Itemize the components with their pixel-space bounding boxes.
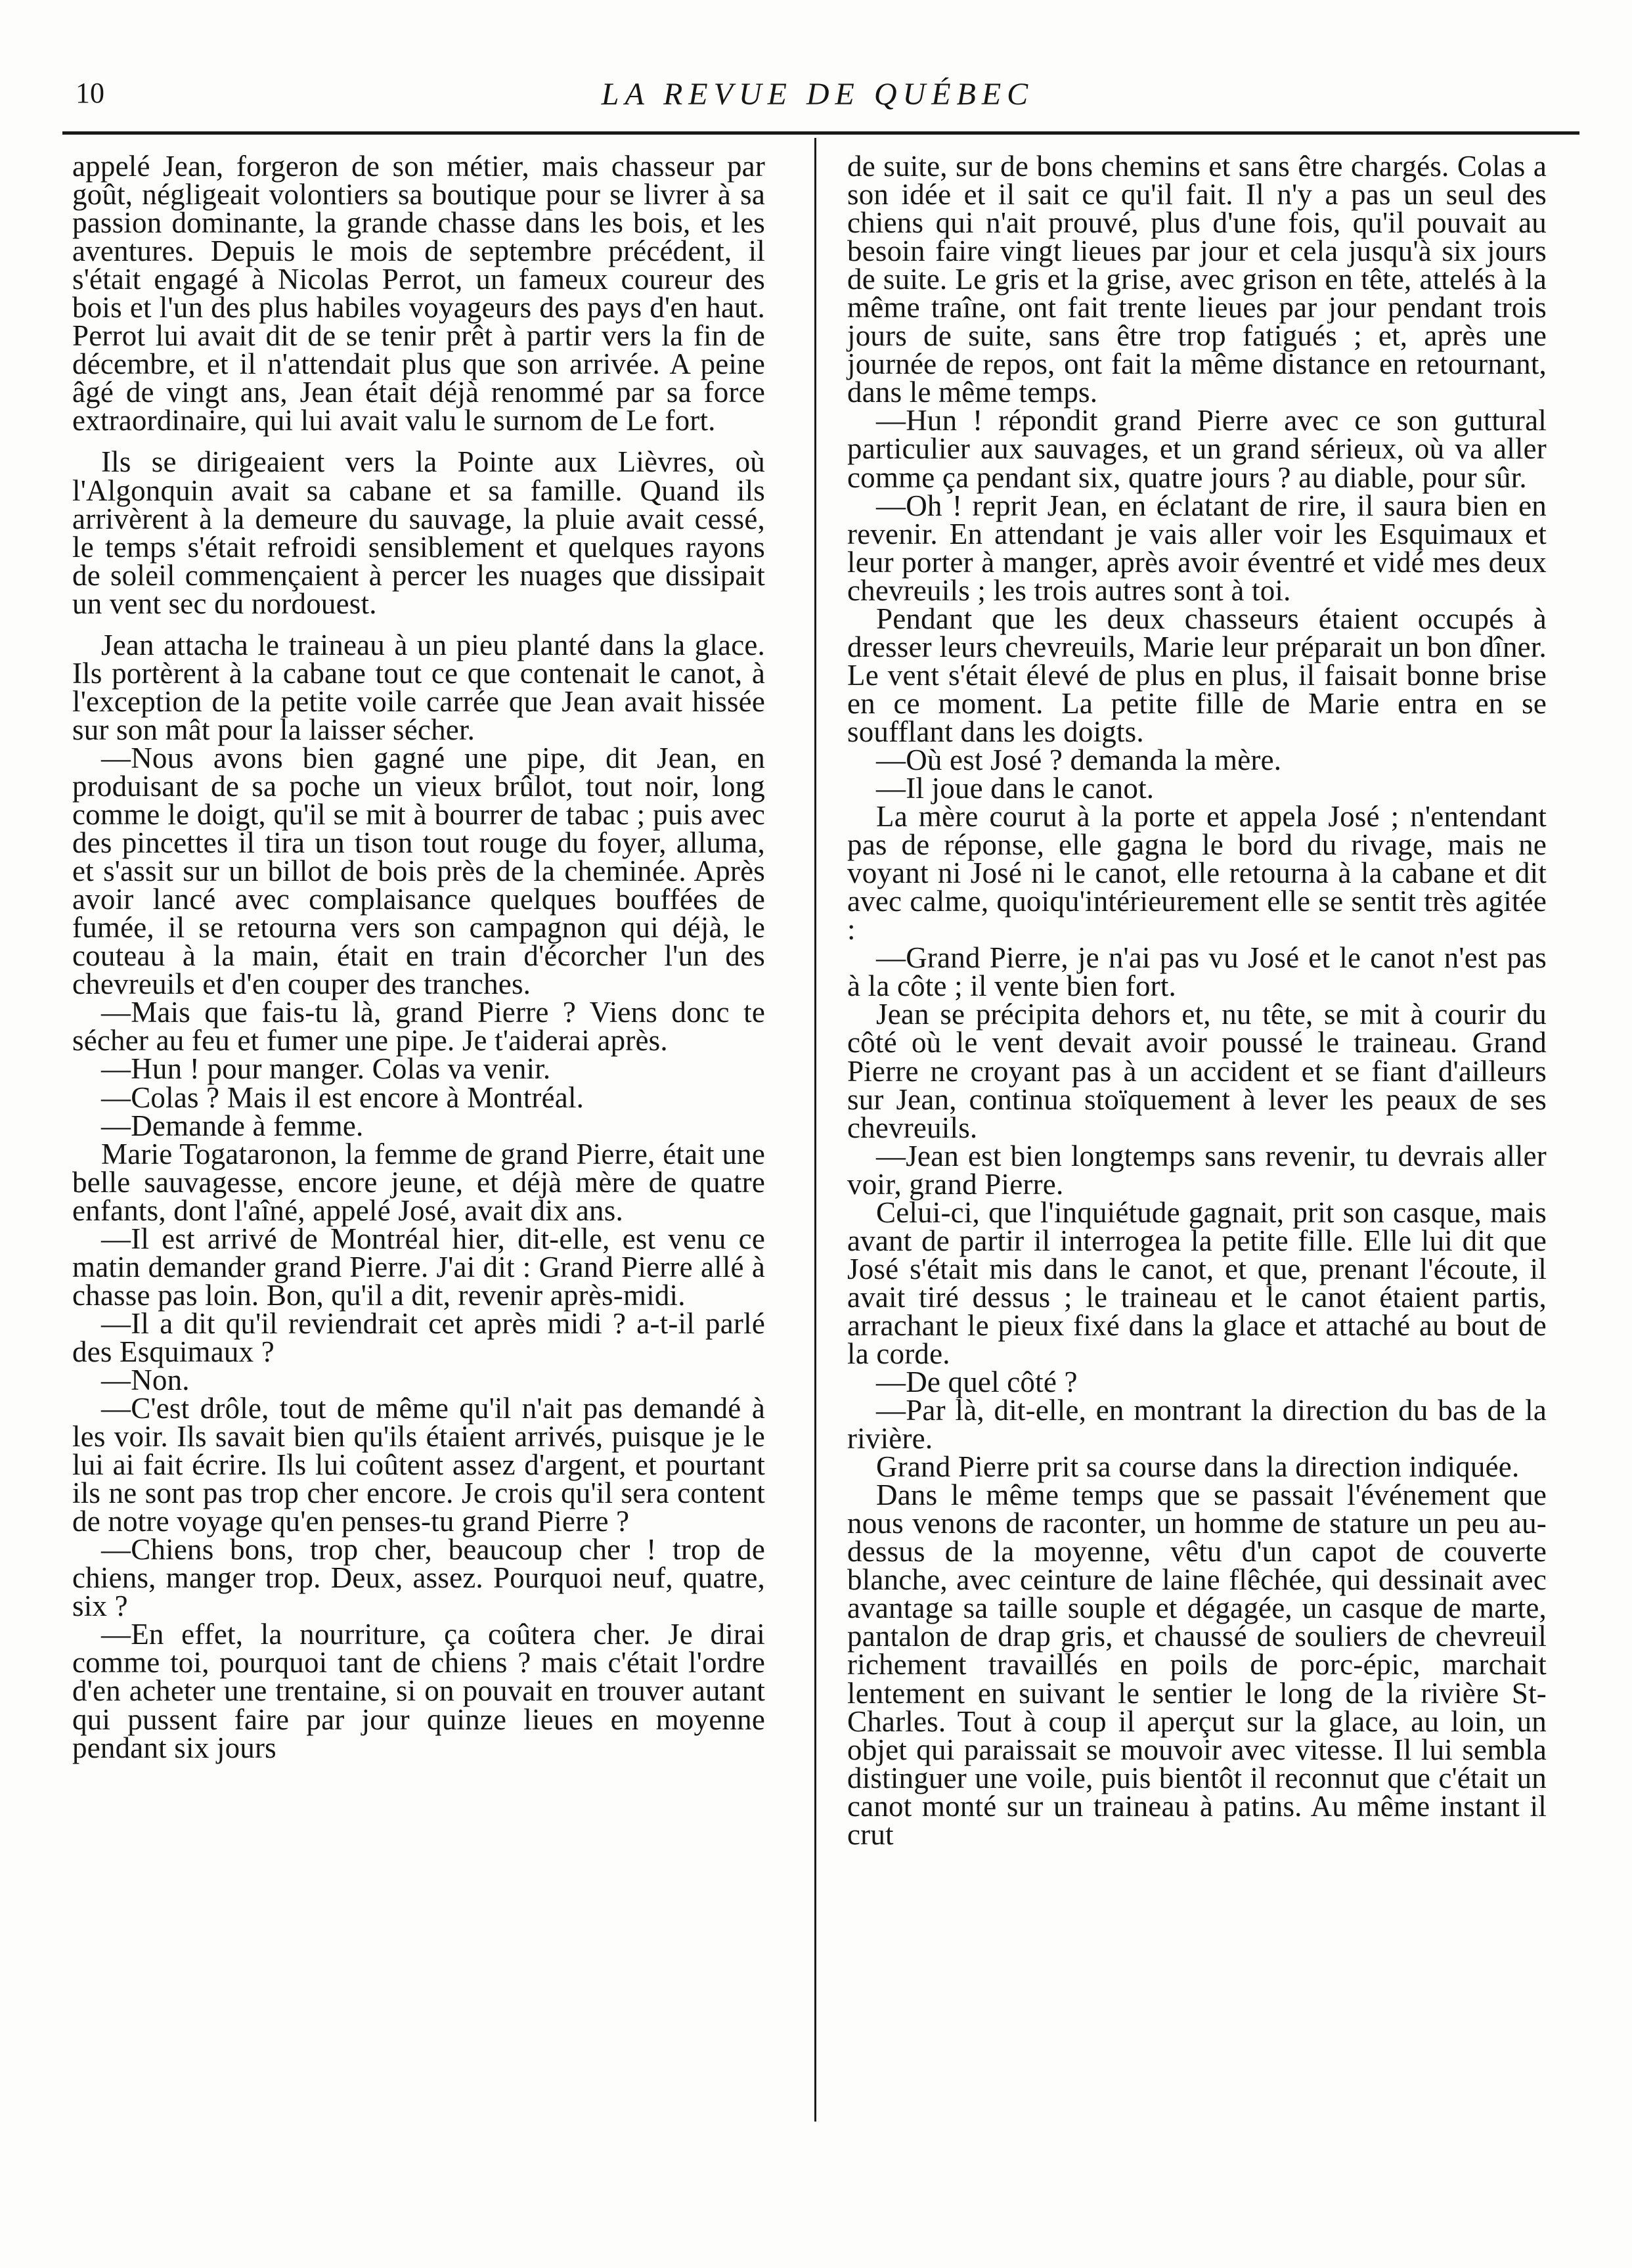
paragraph: —En effet, la nourriture, ça coûtera cher. Je dirai comme toi, pourquoi tant de chiens ? mais c'était l'ordre d'en acheter une trentaine, si on pouvait en trouver autant qui pussent faire par jour quinze lieues en moyenne pendant six jours xyxy=(72,1618,765,1764)
paragraph: —Par là, dit-elle, en montrant la direction du bas de la rivière. xyxy=(847,1394,1547,1456)
paragraph: Grand Pierre prit sa course dans la direction indiquée. xyxy=(876,1450,1520,1484)
header-rule xyxy=(62,131,1579,135)
page-number: 10 xyxy=(76,77,104,109)
paragraph: Marie Togataronon, la femme de grand Pierre, était une belle sauvagesse, encore jeune, et déjà mère de quatre enfants, dont l'aîné, appelé José, avait dix ans. xyxy=(72,1137,765,1227)
paragraph: —Non. xyxy=(101,1363,190,1396)
paragraph: Pendant que les deux chasseurs étaient occupés à dresser leurs chevreuils, Marie leur préparait un bon dîner. Le vent s'était élevé de plus en plus, il faisait bonne brise en ce moment. La petite fille de Marie entra en se soufflant dans les doigts. xyxy=(847,602,1547,748)
paragraph: —Chiens bons, trop cher, beaucoup cher ! trop de chiens, manger trop. Deux, assez. Pourquoi neuf, quatre, six ? xyxy=(72,1533,765,1623)
paragraph: Celui-ci, que l'inquiétude gagnait, prit son casque, mais avant de partir il interrogea la petite fille. Elle lui dit que José s'était mis dans le canot, et que, prenant l'écoute, il avait tiré dessus ; le traineau et le canot étaient partis, arrachant le pieux fixé dans la glace et attaché au bout de la corde. xyxy=(847,1195,1547,1370)
paragraph: Dans le même temps que se passait l'événement que nous venons de raconter, un homme de stature un peu au-dessus de la moyenne, vêtu d'un capot de couverte blanche, avec ceinture de laine flêchée, qui dessinait avec avantage sa taille souple et dégagée, un casque de marte, pantalon de drap gris, et chaussé de souliers de chevreuil richement travaillés en poils de porc-épic, marchait lentement en suivant le sentier le long de la rivière St-Charles. Tout à coup il aperçut sur la glace, au loin, un objet qui paraissait se mouvoir avec vitesse. Il lui sembla distinguer une voile, puis bientôt il reconnut que c'était un canot monté sur un traineau à patins. Au même instant il crut xyxy=(847,1479,1547,1851)
paragraph: —Demande à femme. xyxy=(101,1109,364,1142)
paragraph: —Oh ! reprit Jean, en éclatant de rire, il saura bien en revenir. En attendant je vais aller voir les Esquimaux et leur porter à manger, après avoir éventré et vidé mes deux chevreuils ; les trois autres sont à toi. xyxy=(847,489,1547,607)
running-title: LA REVUE DE QUÉBEC xyxy=(601,77,1034,112)
paragraph: Jean se précipita dehors et, nu tête, se mit à courir du côté où le vent devait avoir poussé le traineau. Grand Pierre ne croyant pas à un accident et se fiant d'ailleurs sur Jean, continua stoïquement à lever les peaux de ses chevreuils. xyxy=(847,998,1547,1144)
paragraph: —Jean est bien longtemps sans revenir, tu devrais aller voir, grand Pierre. xyxy=(847,1139,1547,1201)
paragraph: —Il joue dans le canot. xyxy=(876,772,1155,805)
paragraph: —Nous avons bien gagné une pipe, dit Jean, en produisant de sa poche un vieux brûlot, tout noir, long comme le doigt, qu'il se mit à bourrer de tabac ; puis avec des pincettes il tira un tison tout rouge du foyer, alluma, et s'assit sur un billot de bois près de la cheminée. Après avoir lancé avec complaisance quelques bouffées de fumée, il se retourna vers son campagnon qui déjà, le couteau à la main, était en train d'écorcher l'un des chevreuils et d'en couper des tranches. xyxy=(72,741,765,1001)
paragraph: —Grand Pierre, je n'ai pas vu José et le canot n'est pas à la côte ; il vente bien fort. xyxy=(847,941,1547,1003)
paragraph: —Hun ! pour manger. Colas va venir. xyxy=(101,1052,551,1086)
paragraph: —Il a dit qu'il reviendrait cet après midi ? a-t-il parlé des Esquimaux ? xyxy=(72,1306,765,1368)
paragraph: —Mais que fais-tu là, grand Pierre ? Viens donc te sécher au feu et fumer une pipe. Je t'aiderai après. xyxy=(72,996,765,1057)
column-divider xyxy=(814,138,816,2122)
paragraph: —C'est drôle, tout de même qu'il n'ait pas demandé à les voir. Ils savait bien qu'ils étaient arrivés, puisque je le lui ai fait écrire. Ils lui coûtent assez d'argent, et pourtant ils ne sont pas trop cher encore. Je crois qu'il sera content de notre voyage qu'en penses-tu grand Pierre ? xyxy=(72,1392,765,1538)
paragraph: —De quel côté ? xyxy=(876,1366,1078,1399)
page-header xyxy=(62,72,1573,116)
paragraph: appelé Jean, forgeron de son métier, mais chasseur par goût, négligeait volontiers sa boutique pour se livrer à sa passion dominante, la grande chasse dans les bois, et les aventures. Depuis le mois de septembre précédent, il s'était engagé à Nicolas Perrot, un fameux coureur des bois et l'un des plus habiles voyageurs des pays d'en haut. Perrot lui avait dit de se tenir prêt à partir vers la fin de décembre, et il n'attendait plus que son arrivée. A peine âgé de vingt ans, Jean était déjà renommé par sa force extraordinaire, qui lui avait valu le surnom de Le fort. xyxy=(72,150,765,437)
paragraph: —Hun ! répondit grand Pierre avec ce son guttural particulier aux sauvages, et un grand sérieux, où va aller comme ça pendant six, quatre jours ? au diable, pour sûr. xyxy=(847,404,1547,494)
paragraph: —Colas ? Mais il est encore à Montréal. xyxy=(101,1080,584,1114)
paragraph: de suite, sur de bons chemins et sans être chargés. Colas a son idée et il sait ce qu'il fait. Il n'y a pas un seul des chiens qui n'ait prouvé, plus d'une fois, qu'il pouvait au besoin faire vingt lieues par jour et cela jusqu'à six jours de suite. Le gris et la grise, avec grison en tête, attelés à la même traîne, ont fait trente lieues par jour pendant trois jours de suite, sans être trop fatigués ; et, après une journée de repos, ont fait la même distance en retournant, dans le même temps. xyxy=(847,150,1547,409)
paragraph: —Il est arrivé de Montréal hier, dit-elle, est venu ce matin demander grand Pierre. J'ai dit : Grand Pierre allé à chasse pas loin. Bon, qu'il a dit, revenir après-midi. xyxy=(72,1222,765,1312)
paragraph: Ils se dirigeaient vers la Pointe aux Lièvres, où l'Algonquin avait sa cabane et sa famille. Quand ils arrivèrent à la demeure du sauvage, la pluie avait cessé, le temps s'était refroidi sensiblement et quelques rayons de soleil commençaient à percer les nuages que dissipait un vent sec du nordouest. xyxy=(72,445,765,620)
paragraph: La mère courut à la porte et appela José ; n'entendant pas de réponse, elle gagna le bord du rivage, mais ne voyant ni José ni le canot, elle retourna à la cabane et dit avec calme, quoiqu'intérieurement elle se sentit très agitée : xyxy=(847,800,1547,946)
paragraph: Jean attacha le traineau à un pieu planté dans la glace. Ils portèrent à la cabane tout ce que contenait le canot, à l'exception de la petite voile carrée que Jean avait hissée sur son mât pour la laisser sécher. xyxy=(72,628,765,746)
left-column xyxy=(72,152,765,1762)
right-column xyxy=(847,152,1547,1849)
paragraph: —Où est José ? demanda la mère. xyxy=(876,743,1282,776)
